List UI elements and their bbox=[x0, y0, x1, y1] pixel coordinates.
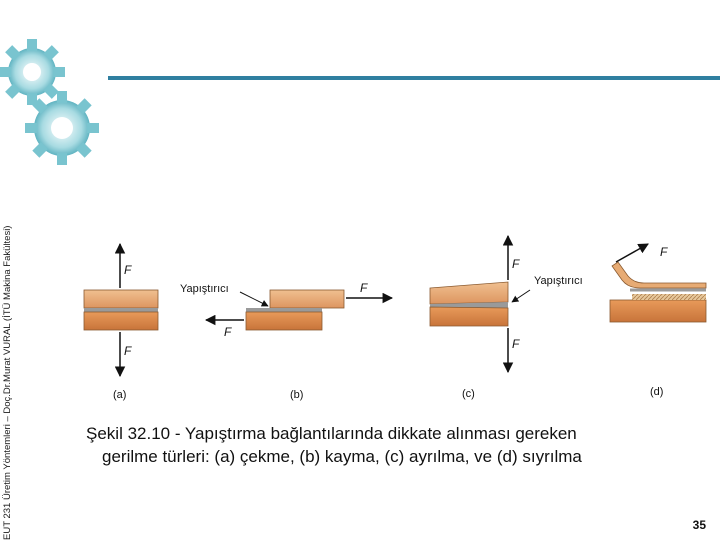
caption-line-1: Şekil 32.10 - Yapıştırma bağlantılarında dikkate alınması gereken bbox=[86, 424, 577, 443]
force-label: F bbox=[512, 257, 520, 271]
panel-a-label: (a) bbox=[113, 389, 127, 401]
force-label: F bbox=[224, 325, 232, 339]
panel-a bbox=[84, 244, 158, 376]
force-label: F bbox=[124, 263, 132, 277]
caption-line-2: gerilme türleri: (a) çekme, (b) kayma, (c) ayrılma, ve (d) sıyrılma bbox=[102, 447, 582, 466]
panel-b bbox=[206, 290, 392, 330]
adhesive-label: Yapıştırıcı bbox=[180, 283, 229, 295]
figure-caption bbox=[86, 422, 686, 468]
panel-d bbox=[610, 244, 706, 322]
panel-b-label: (b) bbox=[290, 389, 304, 401]
force-label: F bbox=[660, 245, 668, 259]
panel-d-label: (d) bbox=[650, 386, 664, 398]
side-note: EUT 231 Üretim Yöntemleri – Doç.Dr.Murat VURAL (İTÜ Makina Fakültesi) bbox=[2, 225, 13, 540]
force-label: F bbox=[512, 337, 520, 351]
adhesive-label: Yapıştırıcı bbox=[534, 275, 583, 287]
page-number: 35 bbox=[692, 518, 706, 532]
panel-c-label: (c) bbox=[462, 388, 475, 400]
force-label: F bbox=[360, 281, 368, 295]
force-label: F bbox=[124, 344, 132, 358]
